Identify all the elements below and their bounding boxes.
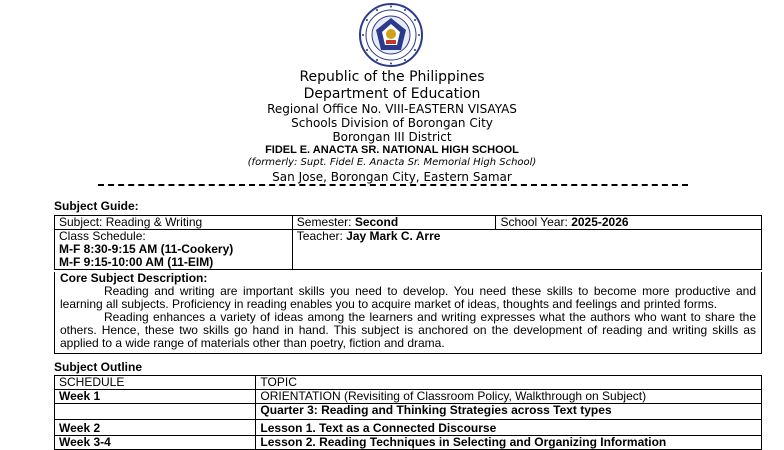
subject-guide-heading: Subject Guide:: [54, 199, 139, 213]
description-paragraph-1: Reading and writing are important skills you need to develop. You need these skills to become more productive and learning all subjects. Proficiency in reading enables you to acquire market of ideas, thoughts and feelings and printed forms.: [60, 284, 756, 311]
table-row: [55, 420, 762, 436]
description-title: Core Subject Description:: [60, 271, 208, 285]
guide-row-schedule: [55, 230, 762, 270]
class-schedule-cell: [55, 230, 293, 270]
district-line: Borongan III District: [332, 130, 452, 144]
schedule-cell: Week 2: [55, 420, 256, 436]
topic-cell: Lesson 1. Text as a Connected Discourse: [256, 420, 762, 436]
table-row: [55, 390, 762, 404]
subject-guide-table: [54, 215, 762, 270]
table-row: [55, 436, 762, 450]
department-line: Department of Education: [303, 86, 481, 102]
class-schedule-2: M-F 9:15-10:00 AM (11-EIM): [59, 255, 214, 269]
deped-seal-logo: [356, 2, 426, 68]
semester-cell: [292, 216, 496, 230]
address-line: San Jose, Borongan City, Eastern Samar: [272, 170, 512, 184]
class-schedule-label: Class Schedule:: [59, 229, 146, 243]
subject-cell: Subject: Reading & Writing: [55, 216, 293, 230]
republic-line: Republic of the Philippines: [299, 69, 485, 85]
schedule-cell: [55, 404, 256, 420]
topic-cell: Quarter 3: Reading and Thinking Strategies across Text types: [256, 404, 762, 420]
formerly-line: (formerly: Supt. Fidel E. Anacta Sr. Memorial High School): [247, 157, 537, 168]
school-year-value: 2025-2026: [571, 215, 629, 229]
school-year-cell: [496, 216, 762, 230]
outline-header-row: [55, 376, 762, 390]
guide-row-subject: [55, 216, 762, 230]
teacher-label: Teacher:: [296, 229, 347, 243]
schedule-cell: Week 3-4: [55, 436, 256, 450]
schedule-cell: Week 1: [55, 390, 256, 404]
subject-outline-table: [54, 375, 762, 450]
region-line: Regional Office No. VIII-EASTERN VISAYAS: [267, 102, 517, 116]
topic-cell: Lesson 2. Reading Techniques in Selecting and Organizing Information: [256, 436, 762, 450]
topic-column-header: TOPIC: [256, 376, 762, 390]
division-line: Schools Division of Borongan City: [291, 116, 493, 130]
core-subject-description: [54, 272, 762, 354]
school-year-label: School Year:: [500, 215, 572, 229]
table-row: [55, 404, 762, 420]
school-name: FIDEL E. ANACTA SR. NATIONAL HIGH SCHOOL: [265, 144, 519, 156]
teacher-name: Jay Mark C. Arre: [346, 229, 441, 243]
semester-value: Second: [354, 215, 399, 229]
subject-outline-heading: Subject Outline: [54, 360, 143, 374]
topic-cell: ORIENTATION (Revisiting of Classroom Policy, Walkthrough on Subject): [256, 390, 762, 404]
schedule-column-header: SCHEDULE: [55, 376, 256, 390]
class-schedule-1: M-F 8:30-9:15 AM (11-Cookery): [59, 242, 234, 256]
semester-label: Semester:: [296, 215, 355, 229]
teacher-cell: [292, 230, 761, 270]
description-paragraph-2: Reading enhances a variety of ideas among the learners and writing expresses what the authors who want to share the others. Hence, these two skills go hand in hand. This subject is anchored on the development of reading and writing skills as applied to a wide range of materials other than poetry, fiction and drama.: [60, 310, 756, 350]
dashed-divider: [98, 184, 688, 186]
